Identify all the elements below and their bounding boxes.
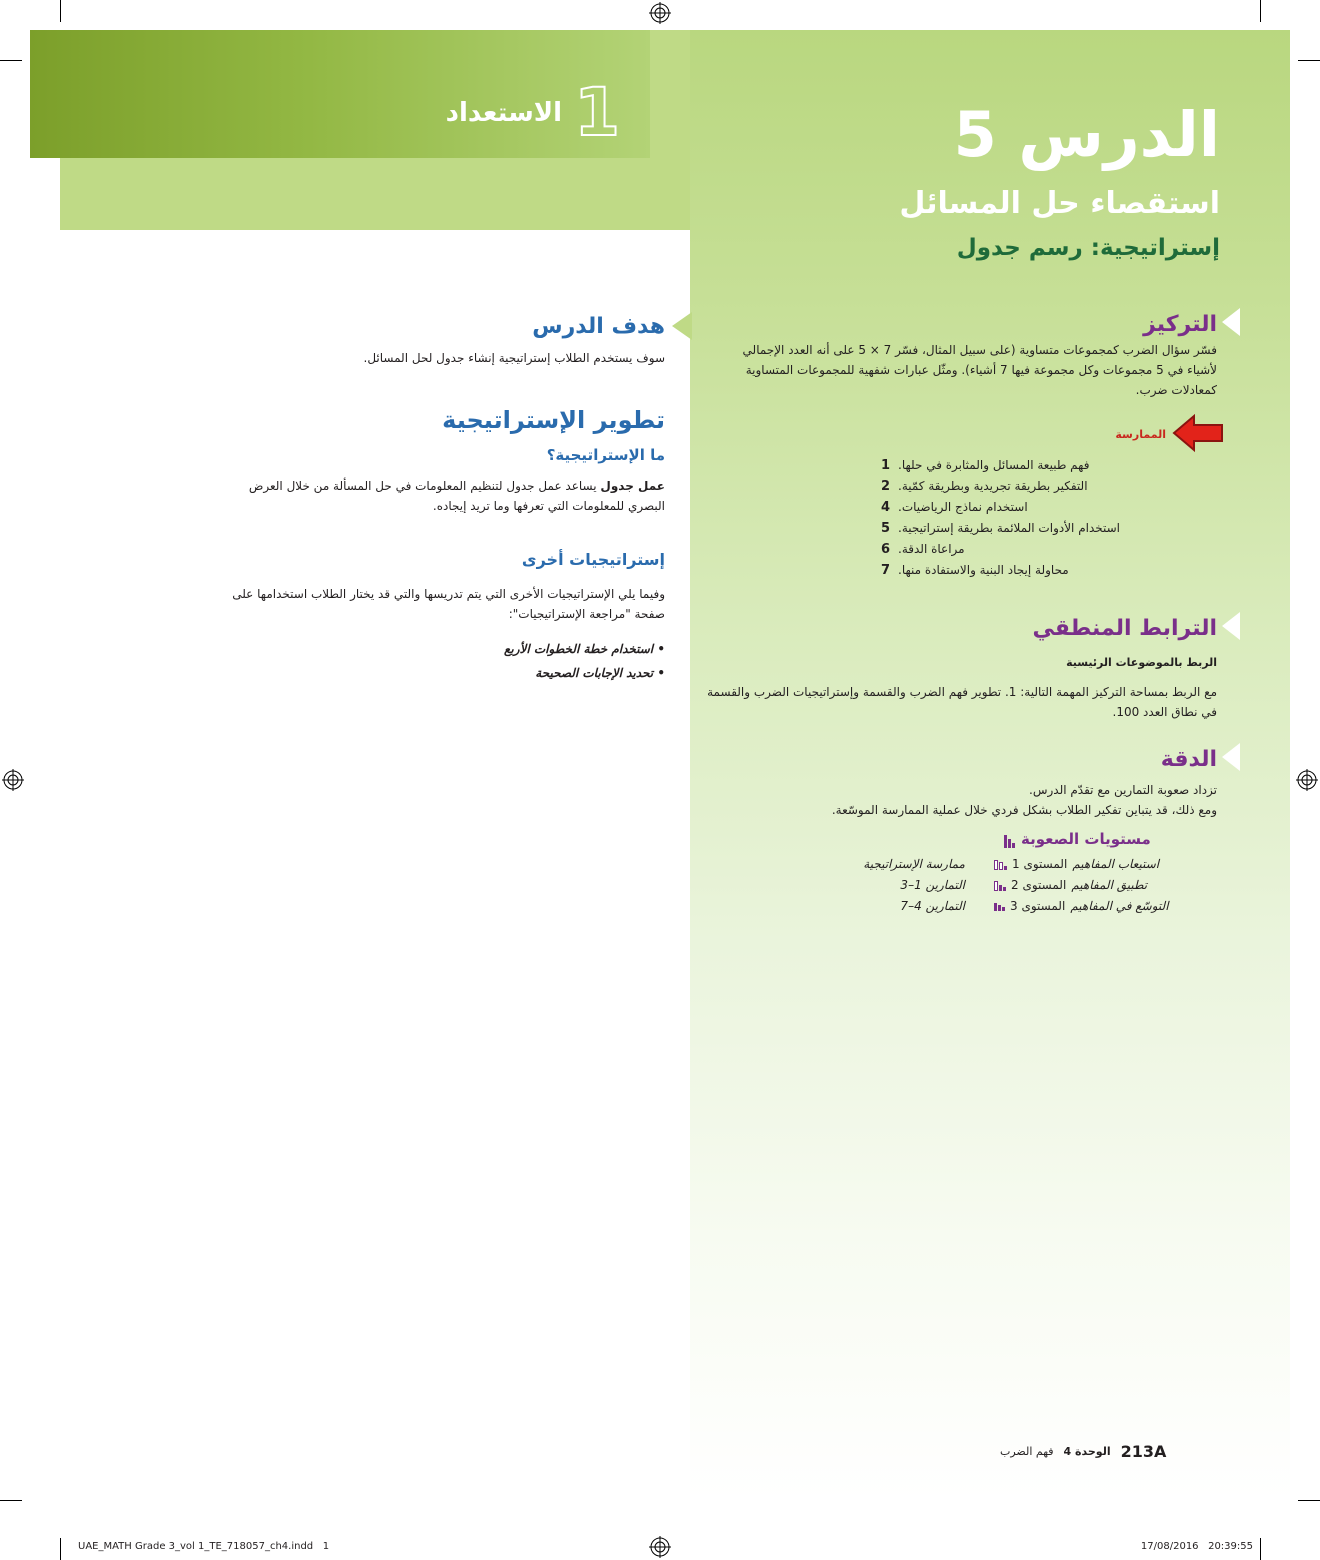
- level-row: المستوى 3 التوسّع في المفاهيم: [990, 896, 1217, 917]
- other-strategies-list: [400, 637, 665, 685]
- coherence-subheading: الربط بالموضوعات الرئيسية: [1066, 656, 1217, 669]
- crop-mark: [1298, 1500, 1320, 1501]
- other-strategies-heading: إستراتيجيات أخرى: [521, 550, 665, 569]
- crop-mark: [0, 1500, 22, 1501]
- practice-item: 6 مراعاة الدقة.: [880, 542, 965, 557]
- focus-text: [725, 340, 1217, 400]
- crop-mark: [60, 0, 61, 22]
- prep-heading: [400, 74, 620, 151]
- objective-heading: هدف الدرس: [532, 314, 665, 339]
- registration-mark-icon: [2, 769, 24, 791]
- rigor-heading: الدقة: [1160, 747, 1217, 772]
- crop-mark: [1298, 60, 1320, 61]
- focus-line: كمعادلات ضرب.: [1135, 383, 1217, 397]
- prep-label: الاستعداد: [445, 98, 563, 128]
- focus-line: لأشياء في 5 مجموعات وكل مجموعة فيها 7 أشياء). ومثّل عبارات شفهية للمجموعات المتساوية: [745, 363, 1217, 377]
- file-slug: UAE_MATH Grade 3_vol 1_TE_718057_ch4.indd 1: [78, 1541, 330, 1552]
- level-exercises: التمارين 1–3: [900, 878, 965, 892]
- what-strategy-bold: عمل جدول: [600, 479, 665, 493]
- triangle-marker-icon: [672, 312, 692, 340]
- crop-mark: [1260, 1538, 1261, 1560]
- what-strategy-heading: ما الإستراتيجية؟: [546, 446, 665, 464]
- what-strategy-text: عمل جدول يساعد عمل جدول لتنظيم المعلومات في حل المسألة من خلال العرض البصري للمعلومات التي تعرفها وما تريد إيجاده.: [248, 479, 665, 513]
- objective-text: سوف يستخدم الطلاب إستراتيجية إنشاء جدول لحل المسائل.: [363, 351, 665, 365]
- level-exercises: التمارين 4–7: [900, 899, 965, 913]
- list-item: • استخدام خطة الخطوات الأربع: [503, 642, 665, 656]
- crop-mark: [60, 1538, 61, 1560]
- practice-list: [880, 455, 1167, 581]
- unit-title: فهم الضرب: [1000, 1445, 1054, 1458]
- prep-number: 1: [574, 74, 620, 151]
- difficulty-bars-icon: [994, 881, 1006, 891]
- triangle-marker-icon: [1222, 612, 1240, 640]
- focus-line: فسّر سؤال الضرب كمجموعات متساوية (على سبيل المثال، فسّر 7 × 5 على أنه العدد الإجمالي: [742, 343, 1217, 357]
- practice-item: 4 استخدام نماذج الرياضيات.: [880, 500, 1028, 515]
- page-number: 213A: [1120, 1442, 1167, 1461]
- practice-label: الممارسة: [1115, 428, 1166, 441]
- practice-item: 2 التفكير بطريقة تجريدية وبطريقة كمّية.: [880, 479, 1088, 494]
- level-row: المستوى 2 تطبيق المفاهيم: [990, 875, 1217, 896]
- unit-label: الوحدة 4: [1063, 1445, 1111, 1458]
- other-strategies-text: وفيما يلي الإستراتيجيات الأخرى التي يتم تدريسها والتي قد يختار الطلاب استخدامها على صفحة "مراجعة الإستراتيجيات":: [232, 587, 665, 621]
- lesson-strategy: إستراتيجية: رسم جدول: [956, 235, 1220, 261]
- practice-item: 1 فهم طبيعة المسائل والمثابرة في حلها.: [880, 458, 1090, 473]
- red-arrow-icon: [1170, 412, 1226, 454]
- coherence-text: مع الربط بمساحة التركيز المهمة التالية: 1. تطوير فهم الضرب والقسمة وإستراتيجيات الضرب والقسمة في نطاق العدد 100.: [707, 685, 1217, 719]
- crop-mark: [0, 60, 22, 61]
- difficulty-bars-icon: [1004, 835, 1015, 848]
- triangle-marker-icon: [1222, 743, 1240, 771]
- registration-mark-icon: [649, 1536, 671, 1558]
- level-exercises: ممارسة الإستراتيجية: [863, 857, 965, 871]
- coherence-heading: الترابط المنطقي: [1032, 616, 1217, 641]
- triangle-marker-icon: [1222, 308, 1240, 336]
- strategy-dev-heading: تطوير الإستراتيجية: [442, 406, 665, 434]
- page-footer: [1000, 1442, 1215, 1461]
- difficulty-bars-icon: [994, 903, 1005, 911]
- levels-heading: مستويات الصعوبة: [1000, 830, 1217, 848]
- rigor-text: تزداد صعوبة التمارين مع تقدّم الدرس. ومع ذلك، قد يتباين تفكير الطلاب بشكل فردي خلال عملية الممارسة الموسّعة.: [831, 783, 1217, 817]
- level-row: المستوى 1 استيعاب المفاهيم: [990, 854, 1217, 875]
- registration-mark-icon: [649, 2, 671, 24]
- crop-mark: [1260, 0, 1261, 22]
- registration-mark-icon: [1296, 769, 1318, 791]
- lesson-title: الدرس 5: [953, 98, 1220, 171]
- list-item: • تحديد الإجابات الصحيحة: [535, 666, 665, 680]
- print-date: 17/08/2016 20:39:55: [1140, 1541, 1253, 1552]
- practice-item: 7 محاولة إيجاد البنية والاستفادة منها.: [880, 563, 1069, 578]
- difficulty-bars-icon: [994, 860, 1007, 870]
- focus-heading: التركيز: [1143, 312, 1217, 337]
- lesson-subtitle: استقصاء حل المسائل: [899, 186, 1220, 221]
- practice-item: 5 استخدام الأدوات الملائمة بطريقة إستراتيجية.: [880, 521, 1121, 536]
